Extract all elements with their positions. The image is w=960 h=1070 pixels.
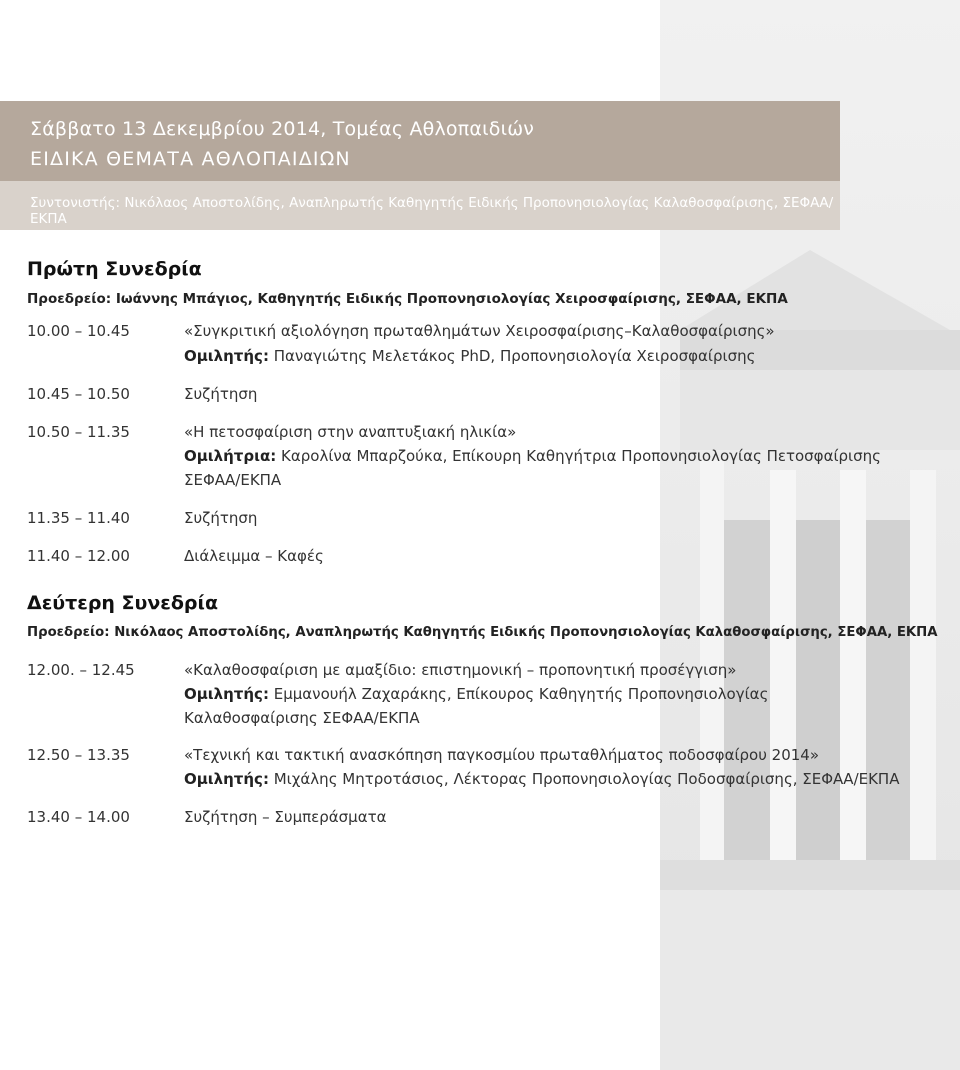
speaker-name: Εμμανουήλ Ζαχαράκης, Επίκουρος Καθηγητής Προπονησιολογίας [273,685,769,703]
session2-topic-3: Συζήτηση – Συμπεράσματα [184,808,387,826]
speaker-label: Ομιλητής: [184,770,269,788]
header-date: Σάββατο 13 Δεκεμβρίου 2014, Τομέας Αθλοπαιδιών [30,118,535,140]
session1-speaker-3 [184,447,881,465]
speaker-label: Ομιλητής: [184,685,269,703]
session1-topic-2: Συζήτηση [184,385,258,403]
speaker-name: Μιχάλης Μητροτάσιος, Λέκτορας Προπονησιολογίας Ποδοσφαίρισης, ΣΕΦΑΑ/ΕΚΠΑ [273,770,900,788]
session1-title: Πρώτη Συνεδρία [27,258,202,280]
speaker-name: Καρολίνα Μπαρζούκα, Επίκουρη Καθηγήτρια Προπονησιολογίας Πετοσφαίρισης [281,447,881,465]
session2-time-2: 12.50 – 13.35 [27,746,130,764]
session2-time-1: 12.00. – 12.45 [27,661,135,679]
header-coordinator-band [0,181,840,230]
session1-time-3: 10.50 – 11.35 [27,423,130,441]
speaker-label: Ομιλητής: [184,347,269,365]
session1-time-5: 11.40 – 12.00 [27,547,130,565]
session1-topic-1: «Συγκριτική αξιολόγηση πρωταθλημάτων Χειροσφαίρισης–Καλαθοσφαίρισης» [184,322,775,340]
session1-time-4: 11.35 – 11.40 [27,509,130,527]
session2-topic-2: «Τεχνική και τακτική ανασκόπηση παγκοσμίου πρωταθλήματος ποδοσφαίρου 2014» [184,746,820,764]
program-header [0,101,840,230]
session2-chair: Προεδρείο: Νικόλαος Αποστολίδης, Αναπληρωτής Καθηγητής Ειδικής Προπονησιολογίας Καλαθοσφαίρισης, ΣΕΦΑΑ, ΕΚΠΑ [27,625,938,640]
session2-speaker-1 [184,685,768,703]
header-title-band [0,101,840,181]
session1-speaker-1 [184,347,755,365]
header-title: ΕΙΔΙΚΑ ΘΕΜΑΤΑ ΑΘΛΟΠΑΙΔΙΩΝ [30,148,351,170]
session1-topic-3: «Η πετοσφαίριση στην αναπτυξιακή ηλικία» [184,423,517,441]
session1-topic-4: Συζήτηση [184,509,258,527]
session2-topic-1: «Καλαθοσφαίριση με αμαξίδιο: επιστημονική – προπονητική προσέγγιση» [184,661,737,679]
session2-time-3: 13.40 – 14.00 [27,808,130,826]
session2-speaker-2 [184,770,899,788]
coordinator-text: Συντονιστής: Νικόλαος Αποστολίδης, Αναπληρωτής Καθηγητής Ειδικής Προπονησιολογίας Καλαθοσφαίρισης, ΣΕΦΑΑ/ΕΚΠΑ [30,195,834,227]
session1-topic-5: Διάλειμμα – Καφές [184,547,324,565]
speaker-name: Παναγιώτης Μελετάκος PhD, Προπονησιολογία Χειροσφαίρισης [273,347,756,365]
session1-time-1: 10.00 – 10.45 [27,322,130,340]
session2-speaker-1-cont: Καλαθοσφαίρισης ΣΕΦΑΑ/ΕΚΠΑ [184,709,420,727]
session1-chair: Προεδρείο: Ιωάννης Μπάγιος, Καθηγητής Ειδικής Προπονησιολογίας Χειροσφαίρισης, ΣΕΦΑΑ, ΕΚΠΑ [27,291,788,307]
session1-time-2: 10.45 – 10.50 [27,385,130,403]
session1-speaker-3-cont: ΣΕΦΑΑ/ΕΚΠΑ [184,471,282,489]
session2-title: Δεύτερη Συνεδρία [27,592,218,614]
speaker-label: Ομιλήτρια: [184,447,277,465]
